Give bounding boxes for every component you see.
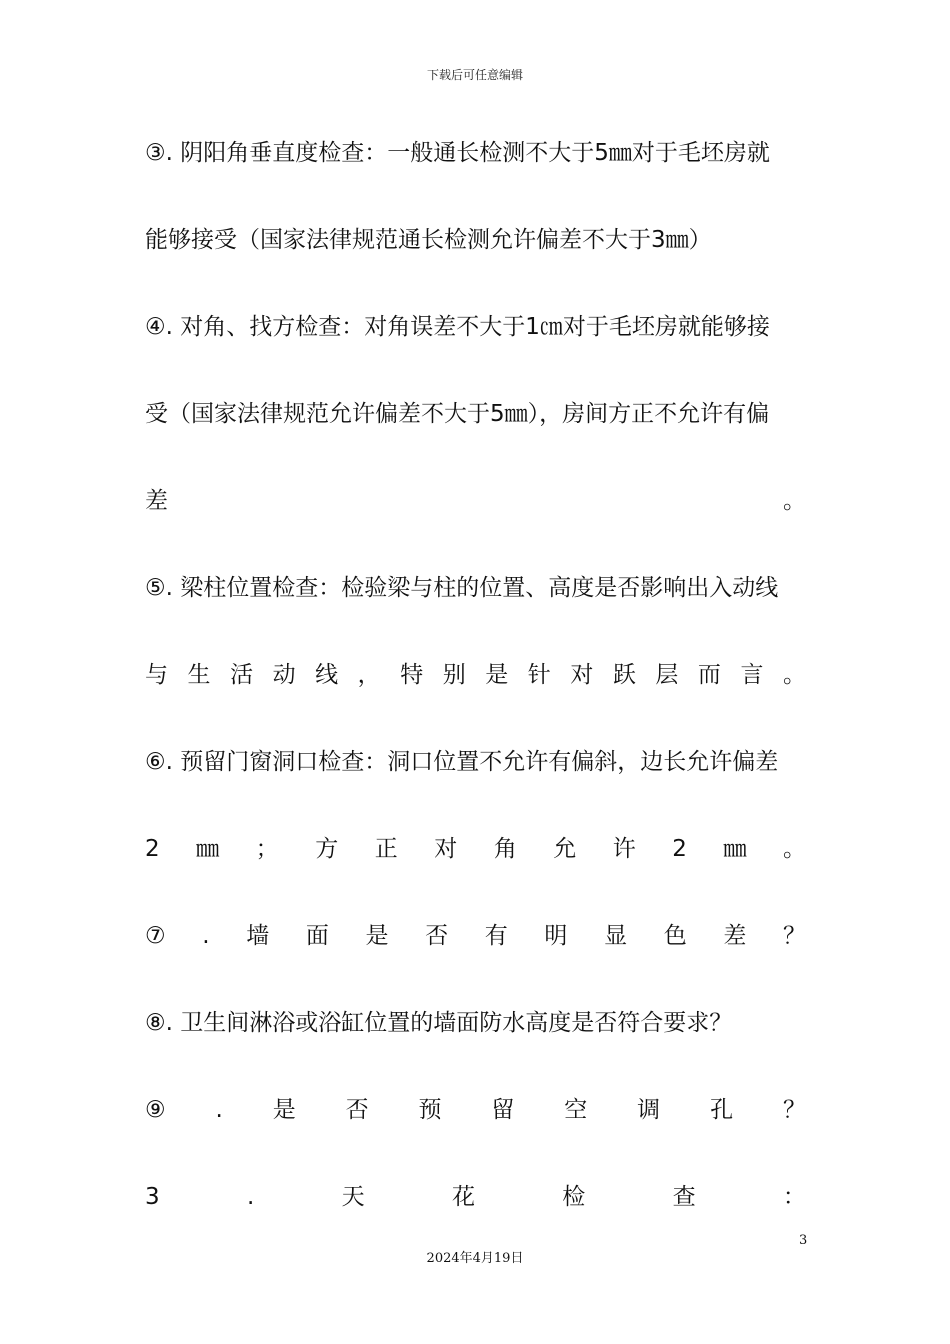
- char: 是: [365, 923, 389, 949]
- char: 花: [451, 1184, 475, 1210]
- char: 天: [341, 1184, 365, 1210]
- char: 是: [485, 662, 509, 688]
- char: ：: [782, 1184, 806, 1210]
- char: 色: [663, 923, 687, 949]
- char: 针: [527, 662, 551, 688]
- char: 对: [570, 662, 594, 688]
- footer-date: 2024年4月19日: [426, 1251, 524, 1266]
- char: 方: [315, 836, 339, 862]
- char: 角: [493, 836, 517, 862]
- char: 否: [425, 923, 449, 949]
- text-line-5-start: 差: [145, 488, 168, 514]
- char: ？: [782, 923, 806, 949]
- char: 孔: [710, 1097, 734, 1123]
- char: 墙: [246, 923, 270, 949]
- char: 生: [187, 662, 211, 688]
- text-line-2: 能够接受（国家法律规范通长检测允许偏差不大于3㎜）: [145, 227, 712, 253]
- char: ㎜: [196, 836, 220, 862]
- char: 预: [418, 1097, 442, 1123]
- text-line-11: ⑧. 卫生间淋浴或浴缸位置的墙面防水高度是否符合要求？: [145, 1010, 733, 1036]
- char: .: [246, 1184, 255, 1210]
- char: 特: [400, 662, 424, 688]
- char: 。: [782, 662, 806, 688]
- char: 言: [740, 662, 764, 688]
- char: ，: [357, 662, 381, 688]
- text-line-10: [145, 921, 806, 951]
- char: 显: [604, 923, 628, 949]
- text-line-5: [145, 486, 806, 516]
- char: 是: [272, 1097, 296, 1123]
- char: 正: [374, 836, 398, 862]
- char: ㎜: [723, 836, 747, 862]
- text-line-8: ⑥. 预留门窗洞口检查：洞口位置不允许有偏斜，边长允许偏差: [145, 749, 779, 775]
- char: 有: [484, 923, 508, 949]
- page-number: 3: [799, 1233, 808, 1248]
- char: ⑦: [145, 923, 166, 949]
- char: 空: [564, 1097, 588, 1123]
- char: 否: [345, 1097, 369, 1123]
- char: 面: [305, 923, 329, 949]
- char: 许: [612, 836, 636, 862]
- char: 线: [315, 662, 339, 688]
- page-header: 下载后可任意编辑: [426, 68, 523, 82]
- text-line-3: ④. 对角、找方检查：对角误差不大于1㎝对于毛坯房就能够接: [145, 314, 770, 340]
- char: 2: [672, 836, 687, 862]
- char: 层: [655, 662, 679, 688]
- char: ⑨: [145, 1097, 166, 1123]
- char: 留: [491, 1097, 515, 1123]
- text-line-4: 受（国家法律规范允许偏差不大于5㎜），房间方正不允许有偏: [145, 401, 770, 427]
- char: 动: [272, 662, 296, 688]
- char: 对: [434, 836, 458, 862]
- char: 差: [723, 923, 747, 949]
- char: 活: [230, 662, 254, 688]
- text-line-12: [145, 1095, 806, 1125]
- char: .: [202, 923, 210, 949]
- char: 明: [544, 923, 568, 949]
- char: 查: [672, 1184, 696, 1210]
- text-line-5-end: 。: [783, 488, 806, 514]
- text-line-9: [145, 834, 806, 864]
- char: 允: [553, 836, 577, 862]
- text-line-6: ⑤. 梁柱位置检查：检验梁与柱的位置、高度是否影响出入动线: [145, 575, 779, 601]
- char: 与: [145, 662, 168, 688]
- text-line-7: [145, 660, 806, 690]
- char: 3: [145, 1184, 160, 1210]
- text-line-13: [145, 1182, 806, 1212]
- char: 。: [782, 836, 806, 862]
- text-line-1: ③. 阴阳角垂直度检查：一般通长检测不大于5㎜对于毛坯房就: [145, 140, 770, 166]
- char: 跃: [612, 662, 636, 688]
- char: 2: [145, 836, 160, 862]
- char: ？: [782, 1097, 806, 1123]
- char: 检: [562, 1184, 586, 1210]
- char: ；: [255, 836, 279, 862]
- char: 别: [442, 662, 466, 688]
- char: .: [215, 1097, 223, 1123]
- char: 而: [697, 662, 721, 688]
- char: 调: [637, 1097, 661, 1123]
